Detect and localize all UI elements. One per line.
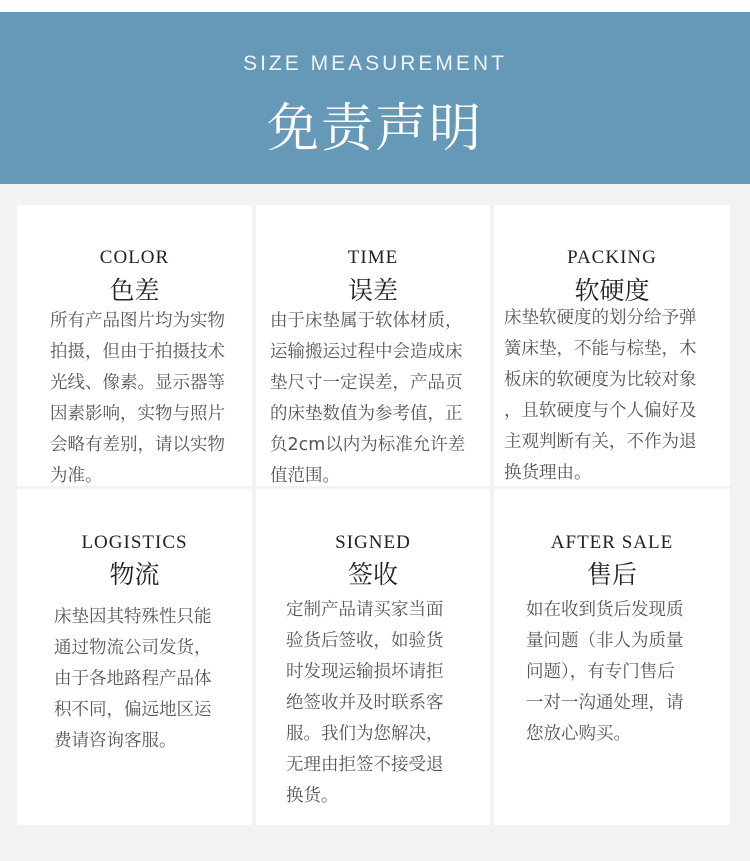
card-title-en: LOGISTICS (81, 532, 188, 553)
card-body: 定制产品请买家当面 验货后签收，如验货 时发现运输损坏请拒 绝签收并及时联系客 服。我们为您解决， 无理由拒签不接受退 换货。 (286, 600, 444, 806)
card-color (17, 205, 252, 486)
card-title-en: COLOR (99, 247, 170, 268)
card-packing (494, 205, 730, 486)
card-signed (256, 489, 490, 825)
card-body: 由于床垫属于软体材质， 运输搬运过程中会造成床 垫尺寸一定误差，产品页 的床垫数值为参考值，正 负2cm以内为标准允许差 值范围。 (270, 311, 466, 486)
card-title-en: SIGNED (335, 532, 411, 553)
top-strip (0, 0, 750, 12)
card-body: 所有产品图片均为实物 拍摄，但由于拍摄技术 光线、像素。显示器等 因素影响，实物与照片 会略有差别，请以实物 为准。 (50, 311, 225, 486)
card-time (256, 205, 490, 486)
card-title-en: TIME (347, 247, 399, 268)
card-title-en: AFTER SALE (550, 532, 674, 553)
card-body: 如在收到货后发现质 量问题（非人为质量 问题），有专门售后 一对一沟通处理，请 您放心购买。 (526, 600, 684, 744)
card-title-zh: 签收 (347, 560, 398, 589)
card-title-zh: 售后 (586, 560, 637, 589)
card-title-en: PACKING (567, 247, 657, 268)
card-logistics (17, 489, 252, 825)
card-after-sale (494, 489, 730, 825)
disclaimer-panel (0, 184, 750, 861)
header-subtitle: SIZE MEASUREMENT (243, 52, 507, 75)
card-title-zh: 色差 (109, 276, 160, 305)
page-title: 免责声明 (266, 99, 483, 159)
card-body: 床垫因其特殊性只能 通过物流公司发货， 由于各地路程产品体 积不同，偏远地区运 费请咨询客服。 (54, 607, 212, 751)
card-title-zh: 误差 (347, 276, 398, 305)
card-body: 床垫软硬度的划分给予弹 簧床垫，不能与棕垫，木 板床的软硬度为比较对象 ，且软硬度与个人偏好及 主观判断有关，不作为退 换货理由。 (504, 308, 697, 483)
card-title-zh: 软硬度 (574, 276, 650, 305)
header-banner (0, 12, 750, 184)
card-title-zh: 物流 (109, 560, 160, 589)
